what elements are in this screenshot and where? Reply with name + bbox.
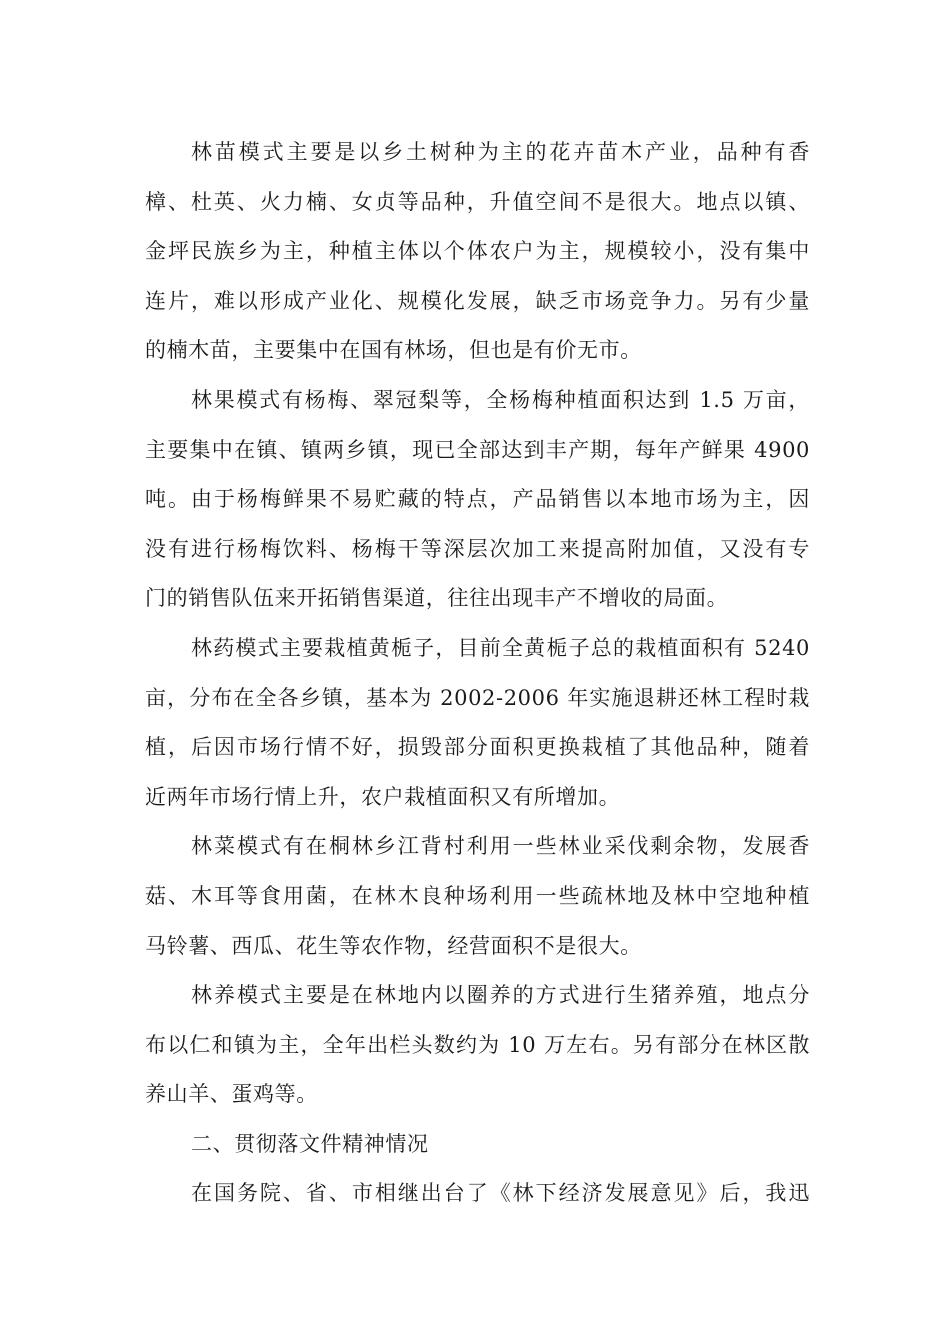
text-line: 林药模式主要栽植黄栀子，目前全黄栀子总的栽植面积有 5240 bbox=[191, 635, 810, 660]
text-line: 的楠木苗，主要集中在国有林场，但也是有价无市。 bbox=[145, 338, 642, 363]
text-line: 菇、木耳等食用菌，在林木良种场利用一些疏林地及林中空地种植 bbox=[145, 883, 810, 908]
text-line: 布以仁和镇为主，全年出栏头数约为 10 万左右。另有部分在林区散 bbox=[145, 1032, 810, 1057]
text-line: 林果模式有杨梅、翠冠梨等，全杨梅种植面积达到 1.5 万亩， bbox=[191, 387, 810, 412]
text-line: 吨。由于杨梅鲜果不易贮藏的特点，产品销售以本地市场为主，因 bbox=[145, 487, 810, 512]
text-line: 林养模式主要是在林地内以圈养的方式进行生猪养殖，地点分 bbox=[191, 983, 810, 1008]
text-line: 二、贯彻落文件精神情况 bbox=[191, 1131, 429, 1156]
text-line: 连片，难以形成产业化、规模化发展，缺乏市场竞争力。另有少量 bbox=[145, 288, 810, 313]
text-line: 樟、杜英、火力楠、女贞等品种，升值空间不是很大。地点以镇、 bbox=[145, 189, 810, 214]
body-text bbox=[145, 128, 810, 1219]
text-line: 门的销售队伍来开拓销售渠道，往往出现丰产不增收的局面。 bbox=[145, 586, 729, 611]
text-line: 养山羊、蛋鸡等。 bbox=[145, 1082, 318, 1107]
text-line: 林菜模式有在桐林乡江背村利用一些林业采伐剩余物，发展香 bbox=[191, 834, 810, 859]
text-line: 主要集中在镇、镇两乡镇，现已全部达到丰产期，每年产鲜果 4900 bbox=[145, 437, 810, 462]
text-line: 林苗模式主要是以乡土树种为主的花卉苗木产业，品种有香 bbox=[191, 140, 810, 164]
text-line: 植，后因市场行情不好，损毁部分面积更换栽植了其他品种，随着 bbox=[145, 735, 810, 760]
text-line: 在国务院、省、市相继出台了《林下经济发展意见》后，我迅 bbox=[191, 1181, 810, 1206]
text-line: 亩，分布在全各乡镇，基本为 2002-2006 年实施退耕还林工程时栽 bbox=[145, 685, 810, 710]
text-line: 金坪民族乡为主，种植主体以个体农户为主，规模较小，没有集中 bbox=[145, 239, 810, 264]
text-line: 没有进行杨梅饮料、杨梅干等深层次加工来提高附加值，又没有专 bbox=[145, 536, 810, 561]
text-line: 马铃薯、西瓜、花生等农作物，经营面积不是很大。 bbox=[145, 933, 642, 958]
text-line: 近两年市场行情上升，农户栽植面积又有所增加。 bbox=[145, 784, 621, 809]
